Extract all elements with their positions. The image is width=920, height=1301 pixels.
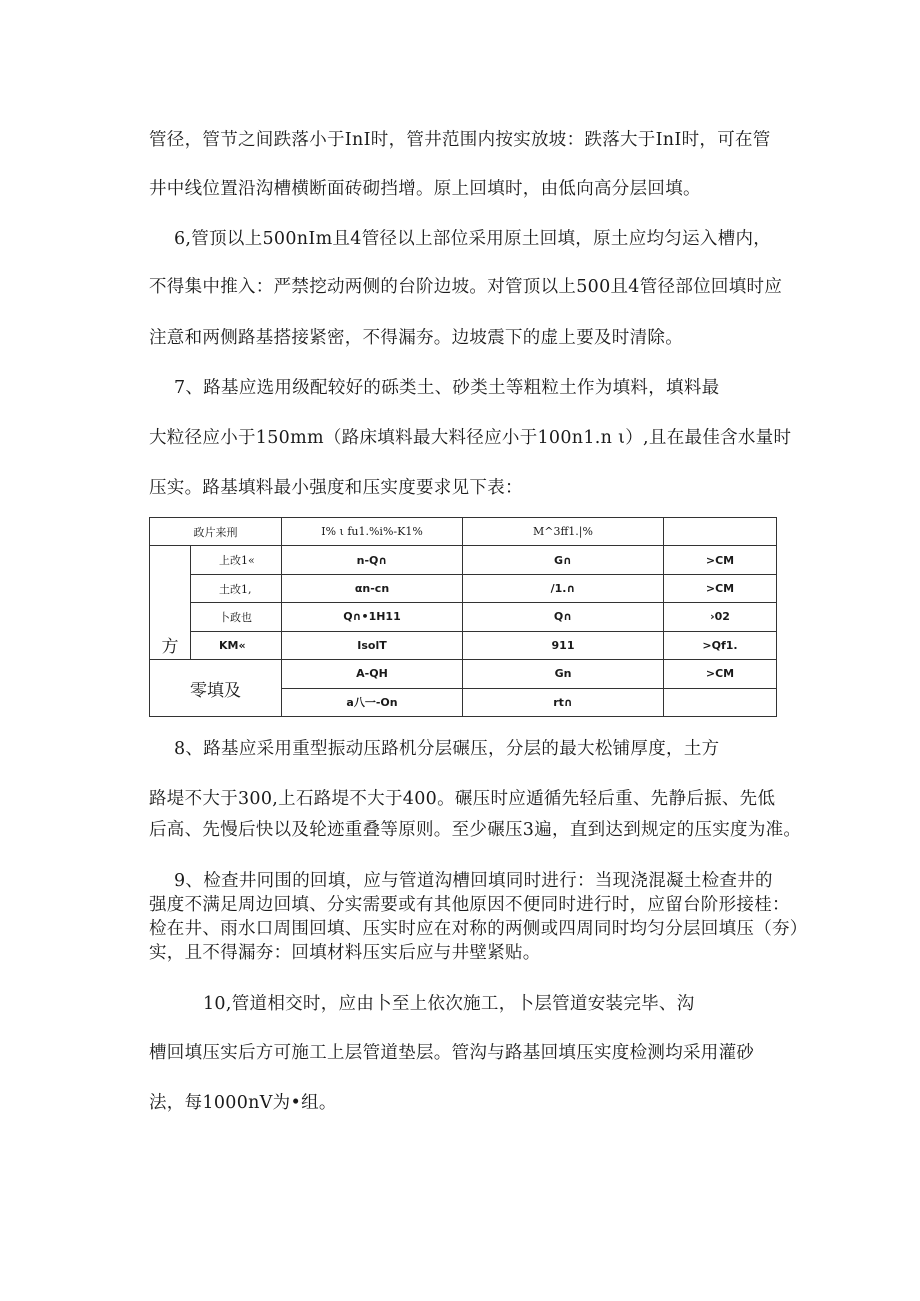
paragraph-line: 压实。路基填料最小强度和压实度要求见下表： — [149, 478, 523, 498]
table-header-cell: I% ι fu1.%i%-K1% — [282, 518, 463, 546]
table-row — [150, 603, 777, 631]
table-cell: A-QH — [282, 660, 463, 688]
table-row — [150, 660, 777, 688]
paragraph-line: 8、路基应采用重型振动压路机分层碾压，分层的最大松铺厚度，土方 — [174, 739, 720, 759]
table-cell: >Qf1. — [664, 631, 777, 659]
table-cell: 911 — [463, 631, 664, 659]
table-cell: >CM — [664, 574, 777, 602]
table-cell: Q∩ — [463, 603, 664, 631]
table-cell: αn-cn — [282, 574, 463, 602]
fill-material-requirements-table — [149, 517, 777, 717]
paragraph-line: 10,管道相交时，应由卜至上依次施工，卜层管道安装完毕、沟 — [203, 994, 695, 1014]
paragraph-line: 后高、先慢后快以及轮迹重叠等原则。至少碾压3遍，直到达到规定的压实度为准。 — [149, 820, 802, 840]
table-cell: n-Q∩ — [282, 546, 463, 574]
table-header-cell — [664, 518, 777, 546]
table-group-label: 方 — [150, 546, 191, 660]
table-header-row — [150, 518, 777, 546]
table-cell: rt∩ — [463, 688, 664, 716]
table-cell: 土改1, — [191, 574, 282, 602]
table-cell: /1.∩ — [463, 574, 664, 602]
table-cell — [664, 688, 777, 716]
paragraph-line: 槽回填压实后方可施工上层管道垫层。管沟与路基回填压实度检测均采用灌砂 — [149, 1043, 755, 1063]
table-cell: a八一-On — [282, 688, 463, 716]
table-cell: >CM — [664, 546, 777, 574]
table-row — [150, 574, 777, 602]
table-cell: 上改1« — [191, 546, 282, 574]
paragraph-line: 法，每1000nV为•组。 — [149, 1093, 337, 1113]
table-cell: >CM — [664, 660, 777, 688]
paragraph-line: 强度不满足周边回填、分实需要或有其他原因不便同时进行时，应留台阶形接桂： — [149, 895, 790, 915]
table-cell: Gn — [463, 660, 664, 688]
paragraph-line: 检在井、雨水口周围回填、压实时应在对称的两侧或四周同时均匀分层回填压（夯） — [149, 919, 808, 939]
table-row — [150, 546, 777, 574]
paragraph-line: 不得集中推入：严禁挖动两侧的台阶边坡。对管顶以上500且4管径部位回填时应 — [149, 277, 783, 297]
paragraph-line: 大粒径应小于150mm（路床填料最大料径应小于100n1.n ι）,且在最佳含水量时 — [149, 428, 792, 448]
table-header-cell: M^3ff1.|% — [463, 518, 664, 546]
table-cell: KM« — [191, 631, 282, 659]
paragraph-line: 管径，管节之间跌落小于InI时，管井范围内按实放坡：跌落大于InI时，可在管 — [149, 130, 771, 150]
table-row — [150, 631, 777, 659]
paragraph-line: 9、检查井冋围的回填，应与管道沟槽回填同时进行：当现浇混凝土检查井的 — [174, 871, 773, 891]
paragraph-line: 注意和两侧路基搭接紧密，不得漏夯。边坡震下的虚上要及时清除。 — [149, 328, 683, 348]
table-header-cell: 政片来刑 — [150, 518, 282, 546]
table-cell: Q∩•1H11 — [282, 603, 463, 631]
paragraph-line: 6,管顶以上500nIm且4管径以上部位采用原土回填，原土应均匀运入槽内， — [174, 229, 772, 249]
paragraph-line: 井中线位置沿沟槽横断面砖砌挡增。原上回填时，由低向高分层回填。 — [149, 179, 701, 199]
paragraph-line: 路堤不大于300,上石路堤不大于400。碾压时应遁循先轻后重、先静后振、先低 — [149, 789, 776, 809]
table-cell: G∩ — [463, 546, 664, 574]
paragraph-line: 实，且不得漏夯：回填材料压实后应与井壁紧贴。 — [149, 943, 541, 963]
paragraph-line: 7、路基应选用级配较好的砾类土、砂类土等粗粒土作为填料，填料最 — [174, 378, 720, 398]
table-group-label: 零填及 — [150, 660, 282, 717]
table-cell: ›02 — [664, 603, 777, 631]
table-cell: IsolT — [282, 631, 463, 659]
table-cell: 卜政也 — [191, 603, 282, 631]
